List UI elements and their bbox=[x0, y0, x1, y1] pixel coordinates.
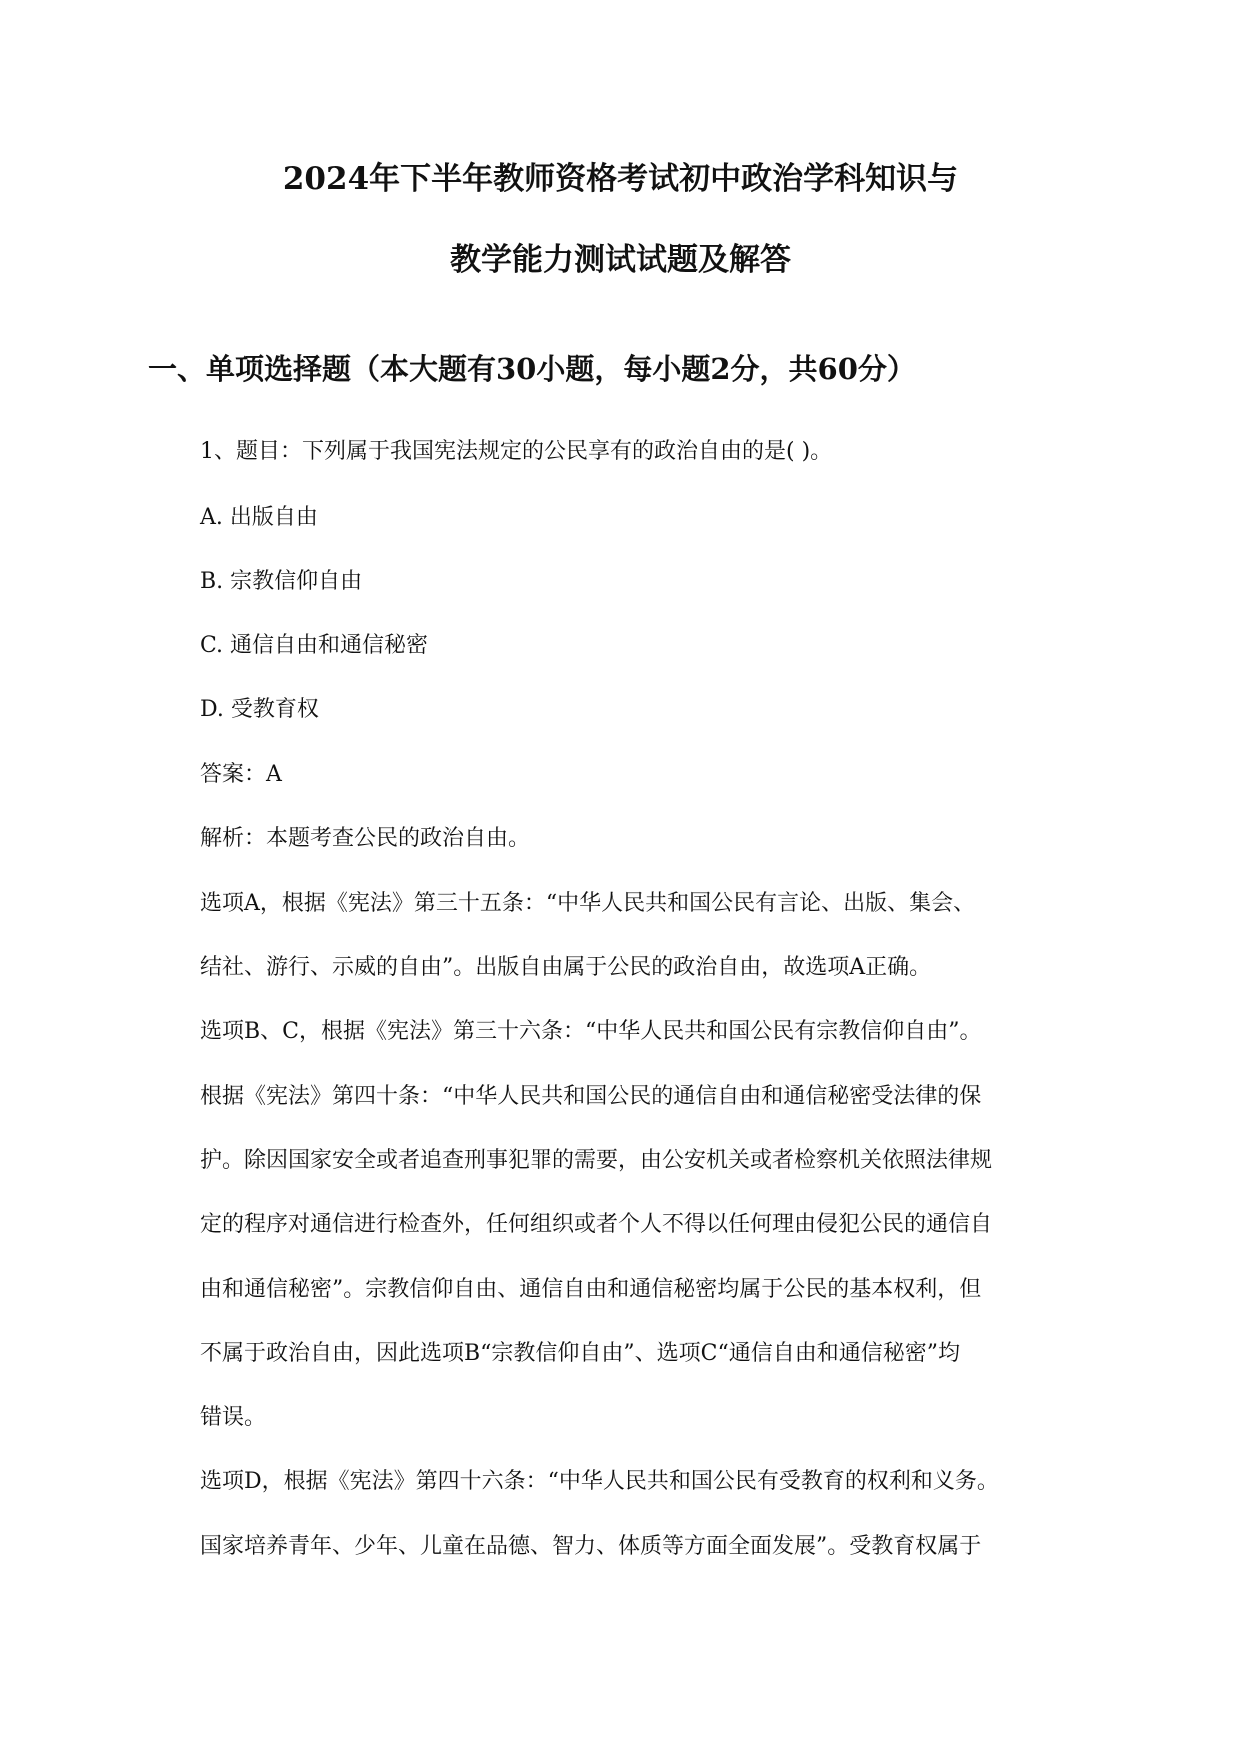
answer: 答案：A bbox=[200, 762, 282, 787]
analysis-line: 不属于政治自由，因此选项B“宗教信仰自由”、选项C“通信自由和通信秘密”均 bbox=[200, 1341, 960, 1366]
analysis-line: 错误。 bbox=[200, 1405, 267, 1430]
analysis-line: 定的程序对通信进行检查外，任何组织或者个人不得以任何理由侵犯公民的通信自 bbox=[200, 1212, 993, 1237]
analysis-line: 选项D，根据《宪法》第四十六条：“中华人民共和国公民有受教育的权利和义务。 bbox=[200, 1469, 999, 1494]
analysis-line: 由和通信秘密”。宗教信仰自由、通信自由和通信秘密均属于公民的基本权利，但 bbox=[200, 1277, 982, 1302]
document-title-line-1: 2024年下半年教师资格考试初中政治学科知识与 bbox=[282, 161, 959, 197]
analysis-line: 选项B、C，根据《宪法》第三十六条：“中华人民共和国公民有宗教信仰自由”。 bbox=[200, 1019, 982, 1044]
analysis-line: 结社、游行、示威的自由”。出版自由属于公民的政治自由，故选项A正确。 bbox=[200, 955, 932, 980]
document-title-line-2: 教学能力测试试题及解答 bbox=[450, 242, 791, 278]
option-a: A. 出版自由 bbox=[200, 505, 318, 530]
question-stem: 1、题目：下列属于我国宪法规定的公民享有的政治自由的是( )。 bbox=[200, 439, 833, 464]
option-d: D. 受教育权 bbox=[200, 697, 319, 722]
analysis-line: 根据《宪法》第四十条：“中华人民共和国公民的通信自由和通信秘密受法律的保 bbox=[200, 1084, 982, 1109]
option-b: B. 宗教信仰自由 bbox=[200, 569, 363, 594]
option-c: C. 通信自由和通信秘密 bbox=[200, 633, 429, 658]
analysis-intro: 解析：本题考查公民的政治自由。 bbox=[200, 826, 531, 851]
analysis-line: 选项A，根据《宪法》第三十五条：“中华人民共和国公民有言论、出版、集会、 bbox=[200, 891, 976, 916]
analysis-line: 护。除因国家安全或者追查刑事犯罪的需要，由公安机关或者检察机关依照法律规 bbox=[200, 1148, 993, 1173]
analysis-line: 国家培养青年、少年、儿童在品德、智力、体质等方面全面发展”。受教育权属于 bbox=[200, 1534, 982, 1559]
section-heading: 一、单项选择题（本大题有30小题，每小题2分，共60分） bbox=[148, 352, 916, 386]
